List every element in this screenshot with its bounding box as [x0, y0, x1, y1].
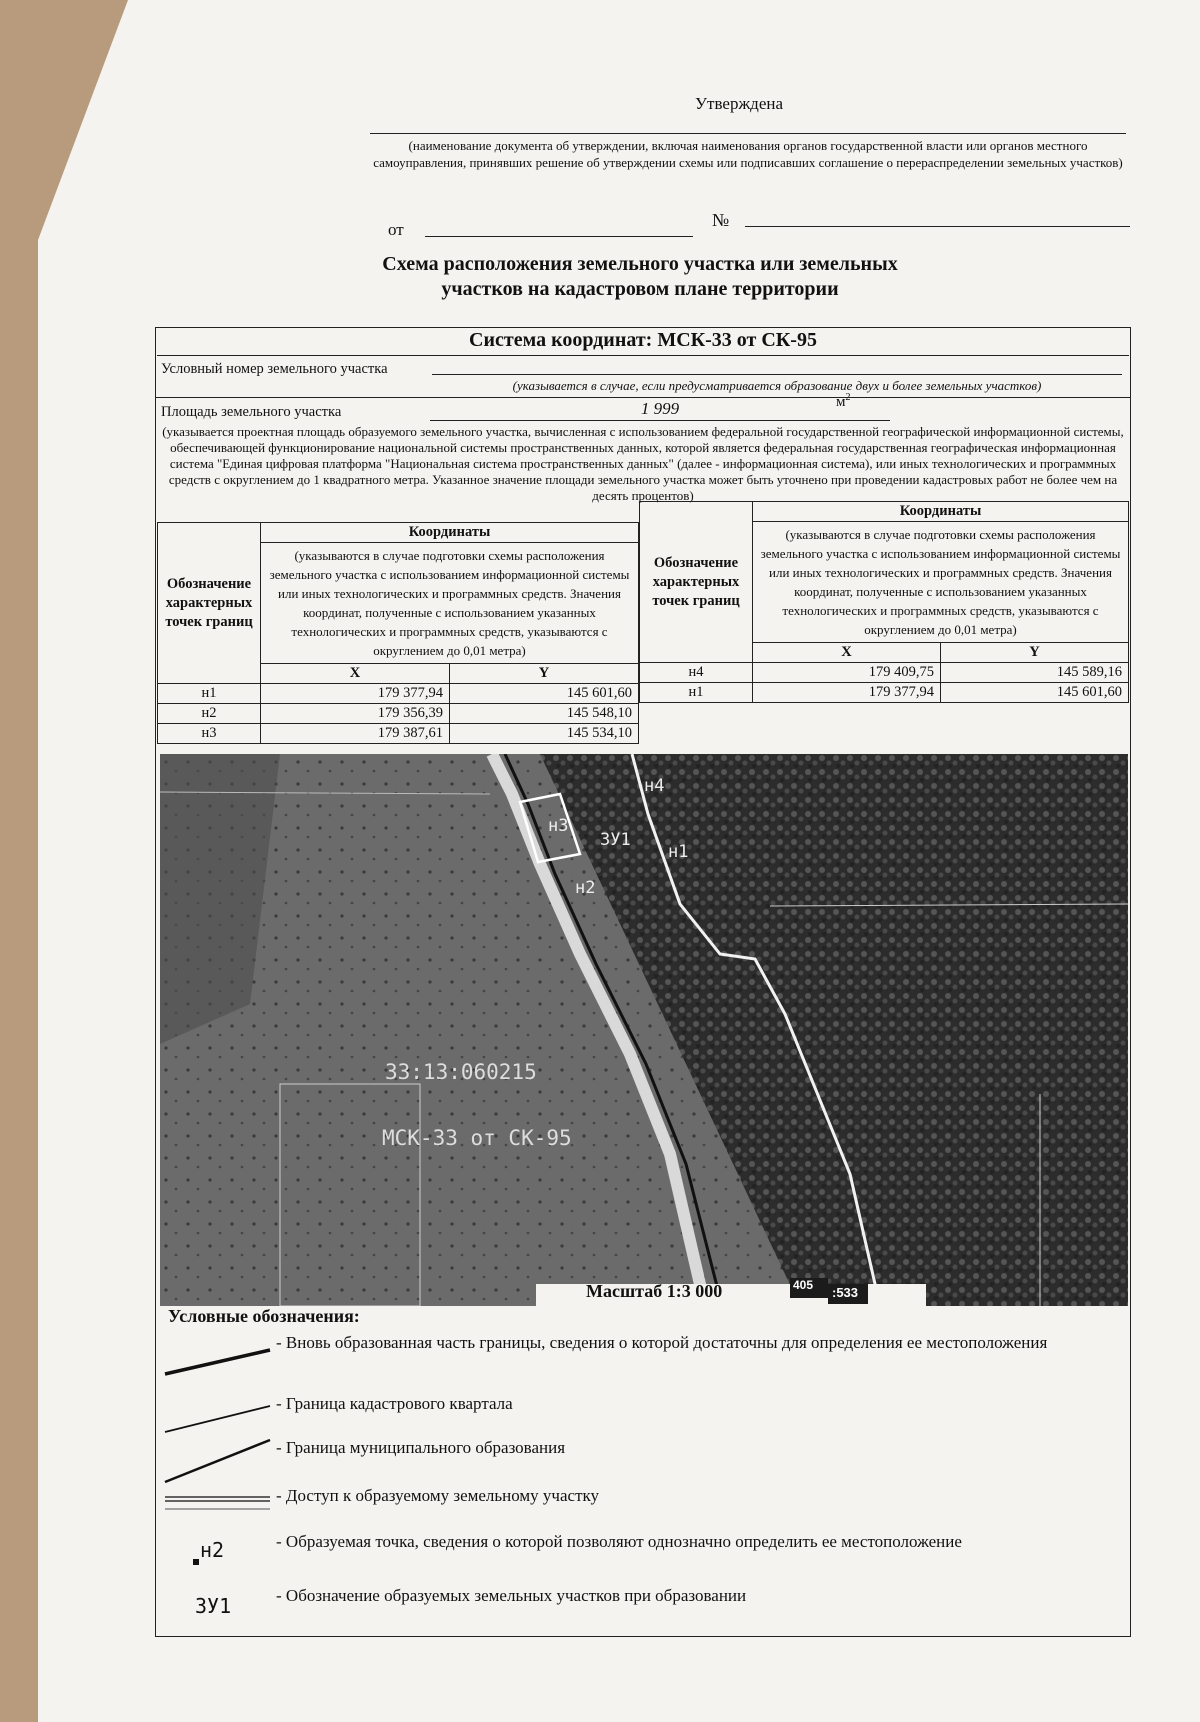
area-label: Площадь земельного участка	[161, 404, 342, 420]
y-cell: 145 548,10	[449, 704, 638, 724]
point-cell: н3	[158, 724, 261, 744]
map-graphic	[160, 754, 1128, 1306]
area-unit-sup: 2	[845, 392, 851, 403]
coords-table-left	[157, 522, 639, 744]
plot-number-line[interactable]	[432, 374, 1122, 375]
cadastral-number-label: 33:13:060215	[385, 1060, 537, 1084]
x-cell: 179 377,94	[753, 683, 941, 703]
new-boundary-symbol	[165, 1350, 270, 1374]
approval-line	[370, 133, 1126, 134]
y-cell: 145 601,60	[940, 683, 1128, 703]
y-cell: 145 601,60	[449, 684, 638, 704]
area-unit	[836, 392, 851, 411]
legend-item-municipal-boundary: - Граница муниципального образования	[276, 1438, 566, 1457]
area-unit-text: м	[836, 394, 846, 410]
coords-header: Координаты	[753, 502, 1129, 522]
map-label-n4: н4	[644, 776, 665, 796]
tag-533: :533	[832, 1285, 859, 1300]
area-note: (указывается проектная площадь образуемого земельного участка, вычисленная с использованием федеральной государственной географической информационной системы, обеспечивающей функционирование национальной системы пространственных данных, которой является федеральная государственная географическая информационная система "Единая цифровая платформа "Национальная система пространственных данных" (далее - информационная система), или иных технологических и программных средств с округлением до 1 квадратного метра. Указанное значение площади земельного участка может быть уточнено при проведении кадастровых работ не более чем на десять процентов)	[162, 424, 1124, 503]
map-label-plot: ЗУ1	[600, 830, 631, 850]
map-label-n2: н2	[575, 878, 596, 898]
tag-405: 405	[793, 1278, 814, 1292]
x-cell: 179 377,94	[261, 684, 450, 704]
table-row	[158, 684, 639, 704]
document-title	[300, 252, 980, 302]
x-header: X	[261, 664, 450, 684]
y-cell: 145 589,16	[940, 663, 1128, 683]
legend-item-access: - Доступ к образуемому земельному участку	[276, 1486, 600, 1505]
table-row	[640, 663, 1129, 683]
table-row	[640, 683, 1129, 703]
map-label-n3: н3	[548, 816, 569, 836]
scale-label: Масштаб 1:3 000	[586, 1281, 723, 1301]
point-cell: н2	[158, 704, 261, 724]
point-header: Обозначение характерных точек границ	[158, 523, 261, 684]
coords-header: Координаты	[261, 523, 639, 543]
x-cell: 179 387,61	[261, 724, 450, 744]
map-label-n1: н1	[668, 842, 689, 862]
table-row	[158, 704, 639, 724]
x-cell: 179 409,75	[753, 663, 941, 683]
municipal-boundary-symbol	[165, 1440, 270, 1482]
title-line-2: участков на кадастровом плане территории	[441, 278, 839, 300]
y-header: Y	[940, 643, 1128, 663]
table-row	[158, 724, 639, 744]
approval-note: (наименование документа об утверждении, включая наименования органов государственной власти или органов местного самоуправления, принявших решение об утверждении схемы или подписавших соглашение о перераспределении земельных участков)	[373, 138, 1123, 170]
point-symbol-label: н2	[200, 1538, 225, 1562]
quarter-boundary-symbol	[165, 1406, 270, 1432]
coordinate-system-title: Система координат: МСК-33 от СК-95	[157, 325, 1129, 356]
satellite-map[interactable]	[160, 754, 1128, 1306]
y-header: Y	[449, 664, 638, 684]
point-header: Обозначение характерных точек границ	[640, 502, 753, 663]
point-cell: н1	[158, 684, 261, 704]
plot-number-label: Условный номер земельного участка	[161, 361, 388, 377]
coords-note: (указываются в случае подготовки схемы расположения земельного участка с использованием информационной системы или иных технологических и программных средств. Значения координат, полученные с использованием указанных технологических и программных средств, указываются с округлением до 0,01 метра)	[753, 522, 1129, 643]
area-value[interactable]: 1 999	[430, 398, 890, 421]
plot-number-note: (указывается в случае, если предусматривается образование двух и более земельных участков)	[512, 378, 1042, 393]
coords-table-right	[639, 501, 1129, 703]
date-line[interactable]	[425, 236, 693, 237]
legend-item-point: - Образуемая точка, сведения о которой позволяют однозначно определить ее местоположение	[276, 1532, 962, 1551]
title-line-1: Схема расположения земельного участка или земельных	[382, 253, 898, 275]
coordinate-system-label: МСК-33 от СК-95	[382, 1126, 572, 1150]
legend-title: Условные обозначения:	[168, 1306, 360, 1326]
legend-item-plot: - Обозначение образуемых земельных участков при образовании	[276, 1586, 747, 1605]
number-label: №	[712, 210, 730, 230]
x-cell: 179 356,39	[261, 704, 450, 724]
y-cell: 145 534,10	[449, 724, 638, 744]
point-cell: н4	[640, 663, 753, 683]
legend-item-new-boundary: - Вновь образованная часть границы, сведения о которой достаточны для определения ее местоположения	[276, 1333, 1048, 1352]
point-symbol-marker	[193, 1559, 199, 1565]
from-label: от	[388, 220, 404, 239]
x-header: X	[753, 643, 941, 663]
approved-label: Утверждена	[695, 94, 784, 113]
legend-item-quarter-boundary: - Граница кадастрового квартала	[276, 1394, 513, 1413]
coords-note: (указываются в случае подготовки схемы расположения земельного участка с использованием информационной системы или иных технологических и программных средств. Значения координат, полученные с использованием указанных технологических и программных средств, указываются с округлением до 0,01 метра)	[261, 543, 639, 664]
number-line[interactable]	[745, 226, 1130, 227]
point-cell: н1	[640, 683, 753, 703]
plot-symbol-label: ЗУ1	[195, 1594, 232, 1618]
